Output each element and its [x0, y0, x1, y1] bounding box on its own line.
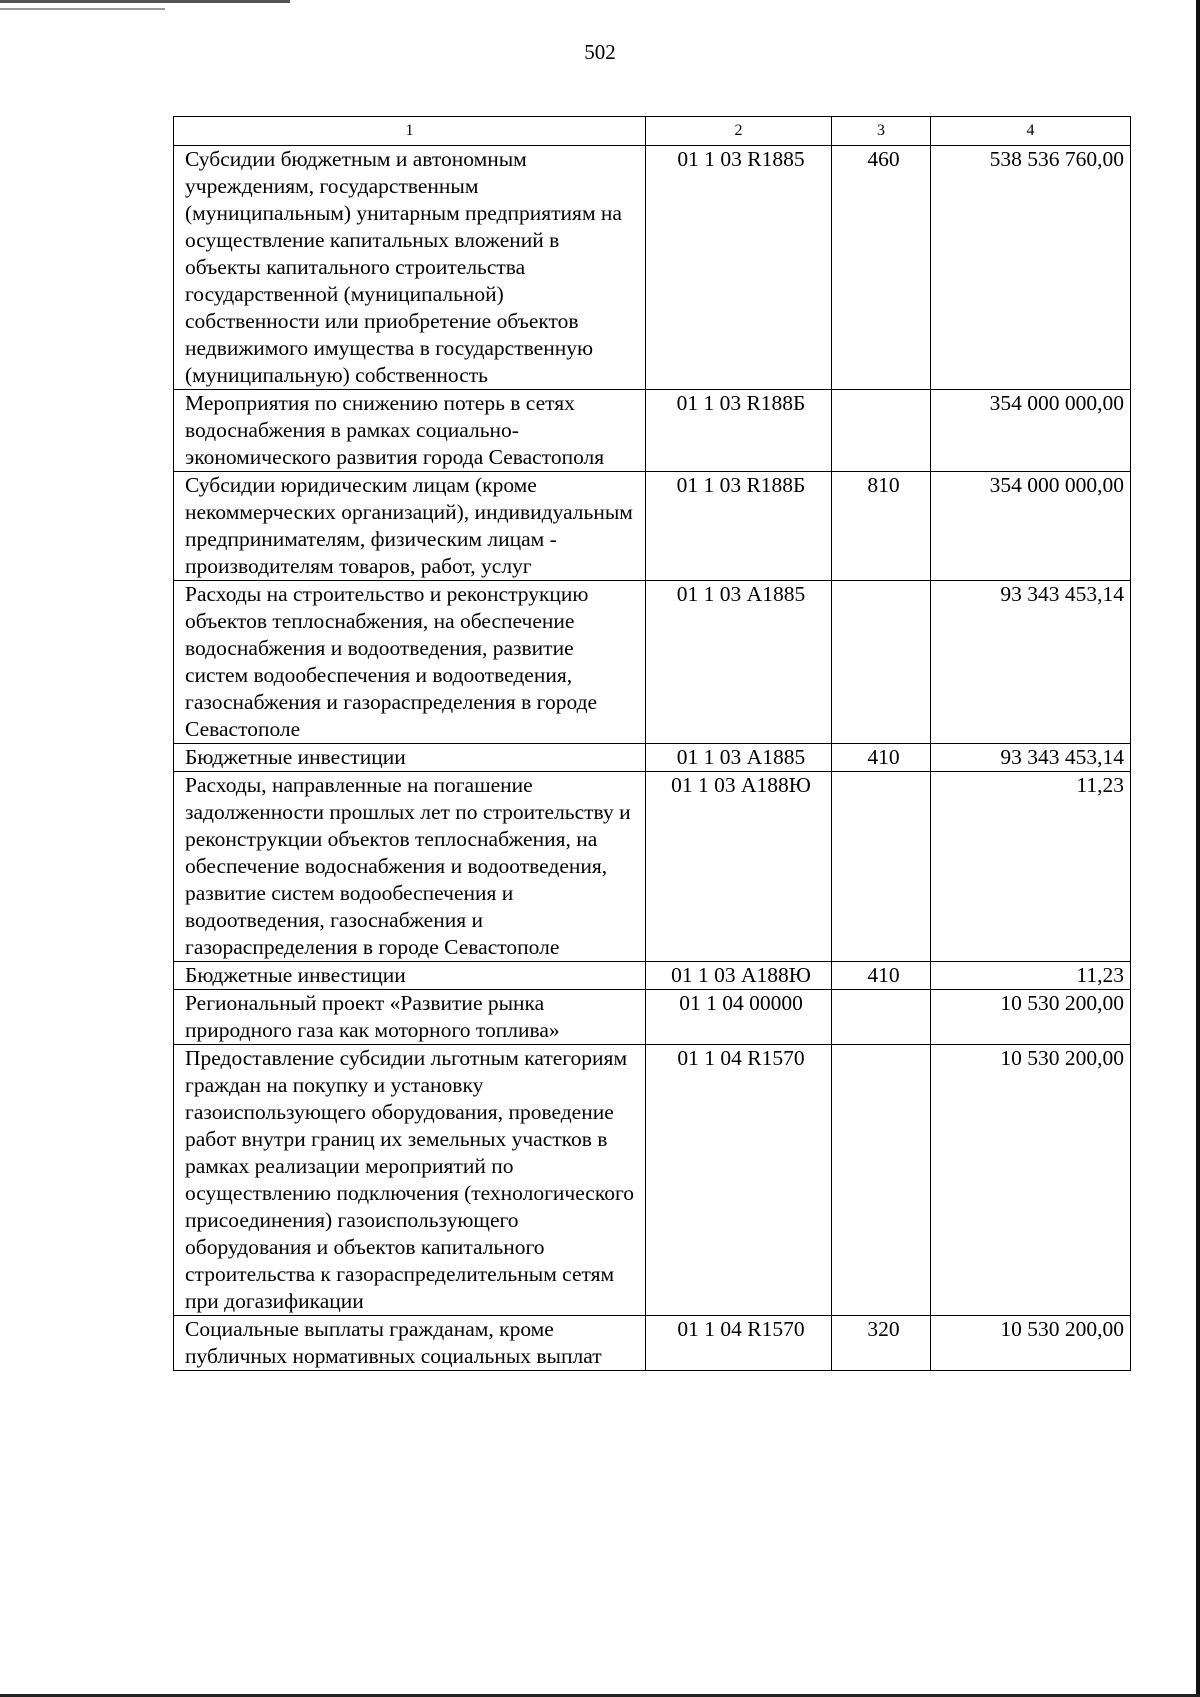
row-name-cell: Региональный проект «Развитие рынка природного газа как моторного топлива» [174, 990, 646, 1045]
table-row [174, 1045, 1131, 1316]
table-row [174, 581, 1131, 744]
row-amount-cell: 11,23 [931, 962, 1131, 990]
row-amount-cell: 11,23 [931, 772, 1131, 962]
row-name-cell: Мероприятия по снижению потерь в сетях водоснабжения в рамках социально-экономического развития города Севастополя [174, 390, 646, 472]
table-row [174, 146, 1131, 390]
row-name-cell: Бюджетные инвестиции [174, 962, 646, 990]
column-header-code: 2 [646, 117, 832, 146]
page-number: 502 [584, 40, 616, 64]
table-header [174, 117, 1131, 146]
table-row [174, 744, 1131, 772]
row-amount-cell: 10 530 200,00 [931, 1045, 1131, 1316]
row-code-cell: 01 1 03 R1885 [646, 146, 832, 390]
row-code-cell: 01 1 04 R1570 [646, 1045, 832, 1316]
table-row [174, 990, 1131, 1045]
row-name-cell: Субсидии бюджетным и автономным учреждениям, государственным (муниципальным) унитарным предприятиям на осуществление капитальных вложений в объекты капитального строительства государственной (муниципальной) собственности или приобретение объектов недвижимого имущества в государственную (муниципальную) собственность [174, 146, 646, 390]
row-code-cell: 01 1 03 R188Б [646, 472, 832, 581]
row-amount-cell: 354 000 000,00 [931, 390, 1131, 472]
row-type-cell: 460 [832, 146, 931, 390]
row-name-cell: Бюджетные инвестиции [174, 744, 646, 772]
row-name-cell: Социальные выплаты гражданам, кроме публичных нормативных социальных выплат [174, 1316, 646, 1371]
row-type-cell [832, 990, 931, 1045]
column-header-name: 1 [174, 117, 646, 146]
scan-artifact-top-line [0, 0, 290, 3]
table-row [174, 390, 1131, 472]
row-type-cell [832, 581, 931, 744]
scan-artifact-top-line-short [0, 8, 165, 10]
table-body [174, 146, 1131, 1371]
row-code-cell: 01 1 03 А188Ю [646, 772, 832, 962]
row-type-cell: 810 [832, 472, 931, 581]
budget-table [173, 116, 1131, 1371]
row-amount-cell: 93 343 453,14 [931, 581, 1131, 744]
row-type-cell [832, 1045, 931, 1316]
row-amount-cell: 538 536 760,00 [931, 146, 1131, 390]
row-amount-cell: 354 000 000,00 [931, 472, 1131, 581]
row-type-cell [832, 772, 931, 962]
row-code-cell: 01 1 03 А1885 [646, 744, 832, 772]
row-type-cell: 410 [832, 962, 931, 990]
row-code-cell: 01 1 03 А188Ю [646, 962, 832, 990]
row-code-cell: 01 1 03 А1885 [646, 581, 832, 744]
row-code-cell: 01 1 04 00000 [646, 990, 832, 1045]
table-row [174, 962, 1131, 990]
table-header-row [174, 117, 1131, 146]
column-header-type: 3 [832, 117, 931, 146]
row-code-cell: 01 1 04 R1570 [646, 1316, 832, 1371]
table-row [174, 772, 1131, 962]
column-header-amount: 4 [931, 117, 1131, 146]
row-amount-cell: 93 343 453,14 [931, 744, 1131, 772]
row-amount-cell: 10 530 200,00 [931, 1316, 1131, 1371]
row-name-cell: Расходы на строительство и реконструкцию объектов теплоснабжения, на обеспечение водоснабжения и водоотведения, развитие систем водообеспечения и водоотведения, газоснабжения и газораспределения в городе Севастополе [174, 581, 646, 744]
table-row [174, 1316, 1131, 1371]
row-code-cell: 01 1 03 R188Б [646, 390, 832, 472]
table-row [174, 472, 1131, 581]
row-type-cell: 320 [832, 1316, 931, 1371]
row-amount-cell: 10 530 200,00 [931, 990, 1131, 1045]
scan-artifact-right-edge [1196, 0, 1200, 1697]
row-name-cell: Расходы, направленные на погашение задолженности прошлых лет по строительству и реконструкции объектов теплоснабжения, на обеспечение водоснабжения и водоотведения, развитие систем водообеспечения и водоотведения, газоснабжения и газораспределения в городе Севастополе [174, 772, 646, 962]
row-name-cell: Предоставление субсидии льготным категориям граждан на покупку и установку газоиспользующего оборудования, проведение работ внутри границ их земельных участков в рамках реализации мероприятий по осуществлению подключения (технологического присоединения) газоиспользующего оборудования и объектов капитального строительства к газораспределительным сетям при догазификации [174, 1045, 646, 1316]
row-type-cell: 410 [832, 744, 931, 772]
row-type-cell [832, 390, 931, 472]
row-name-cell: Субсидии юридическим лицам (кроме некоммерческих организаций), индивидуальным предпринимателям, физическим лицам - производителям товаров, работ, услуг [174, 472, 646, 581]
